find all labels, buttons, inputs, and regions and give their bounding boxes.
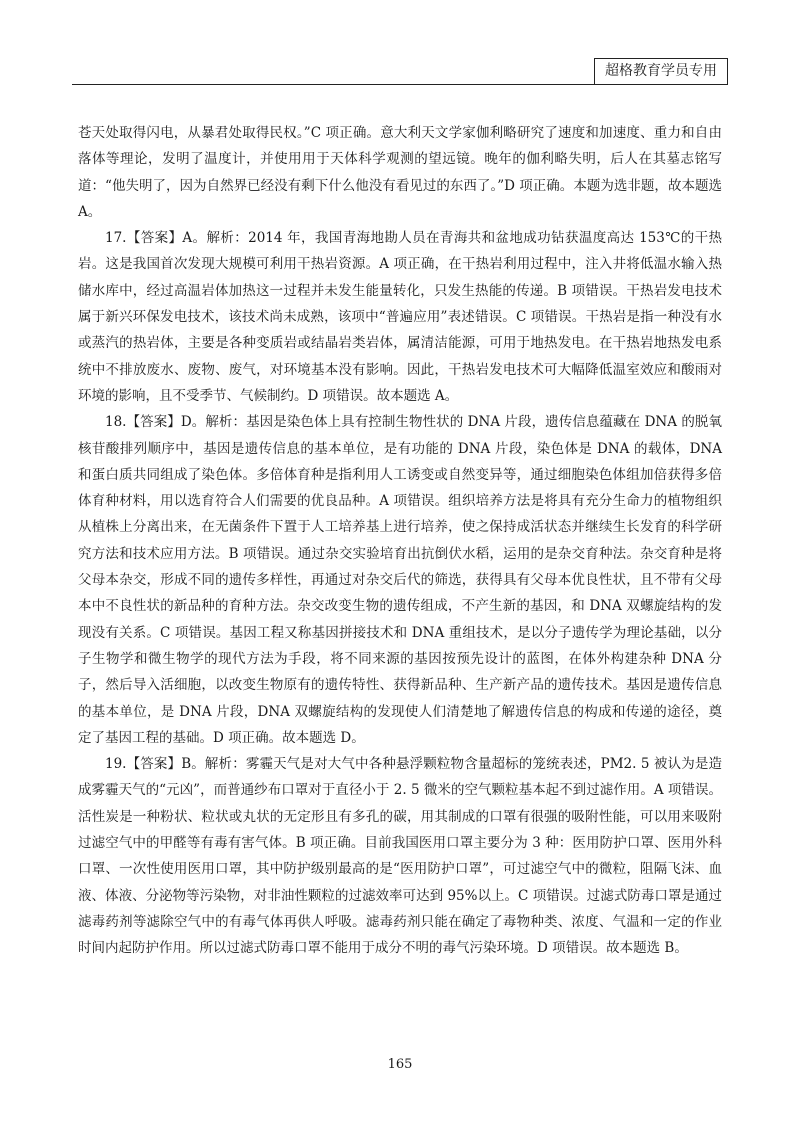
header-badge: 超格教育学员专用 bbox=[594, 58, 728, 85]
paragraph-answer-17: 17.【答案】A。解析：2014 年，我国青海地勘人员在青海共和盆地成功钻获温度高达 153℃的干热岩。这是我国首次发现大规模可利用干热岩资源。A 项正确，在干热岩利用过程中，注入井将低温水输入热储水库中，经过高温岩体加热这一过程并未发生能量转化，只发生热能的传递。B 项错误。干热岩发电技术属于新兴环保发电技术，该技术尚未成熟，该项中“普遍应用”表述错误。C 项错误。干热岩是指一种没有水或蒸汽的热岩体，主要是各种变质岩或结晶岩类岩体，属清洁能源，可用于地热发电。在干热岩地热发电系统中不排放废水、废物、废气，对环境基本没有影响。因此，干热岩发电技术可大幅降低温室效应和酸雨对环境的影响，且不受季节、气候制约。D 项错误。故本题选 A。 bbox=[78, 230, 722, 404]
header-divider bbox=[72, 84, 728, 85]
paragraph-answer-19: 19.【答案】B。解析：雾霾天气是对大气中各种悬浮颗粒物含量超标的笼统表述，PM2. 5 被认为是造成雾霾天气的“元凶”，而普通纱布口罩对于直径小于 2. 5 微米的空气颗粒基本起不到过滤作用。A 项错误。活性炭是一种粉状、粒状或丸状的无定形且有多孔的碳，用其制成的口罩有很强的吸附性能，可以用来吸附过滤空气中的甲醛等有毒有害气体。B 项正确。目前我国医用口罩主要分为 3 种：医用防护口罩、医用外科口罩、一次性使用医用口罩，其中防护级别最高的是“医用防护口罩”，可过滤空气中的微粒，阻隔飞沫、血液、体液、分泌物等污染物，对非油性颗粒的过滤效率可达到 95%以上。C 项错误。过滤式防毒口罩是通过滤毒药剂等滤除空气中的有毒气体再供人呼吸。滤毒药剂只能在确定了毒物种类、浓度、气温和一定的作业时间内起防护作用。所以过滤式防毒口罩不能用于成分不明的毒气污染环境。D 项错误。故本题选 B。 bbox=[78, 756, 722, 957]
answer-explanations bbox=[78, 120, 722, 962]
paragraph-continuation: 苍天处取得闪电，从暴君处取得民权。”C 项正确。意大利天文学家伽利略研究了速度和加速度、重力和自由落体等理论，发明了温度计，并使用用于天体科学观测的望远镜。晚年的伽利略失明，后人在其墓志铭写道：“他失明了，因为自然界已经没有剩下什么他没有看见过的东西了。”D 项正确。本题为选非题，故本题选 A。 bbox=[78, 125, 722, 220]
page-number: 165 bbox=[387, 1057, 413, 1072]
paragraph-answer-18: 18.【答案】D。解析：基因是染色体上具有控制生物性状的 DNA 片段，遗传信息蕴藏在 DNA 的脱氧核苷酸排列顺序中，基因是遗传信息的基本单位，是有功能的 DNA 片段，染色体是 DNA 的载体，DNA 和蛋白质共同组成了染色体。多倍体育种是指利用人工诱变或自然变异等，通过细胞染色体组加倍获得多倍体育种材料，用以选育符合人们需要的优良品种。A 项错误。组织培养方法是将具有充分生命力的植物组织从植株上分离出来，在无菌条件下置于人工培养基上进行培养，使之保持成活状态并继续生长发育的科学研究方法和技术应用方法。B 项错误。通过杂交实验培育出抗倒伏水稻，运用的是杂交育种法。杂交育种是将父母本杂交，形成不同的遗传多样性，再通过对杂交后代的筛选，获得具有父母本优良性状，且不带有父母本中不良性状的新品种的育种方法。杂交改变生物的遗传组成，不产生新的基因，和 DNA 双螺旋结构的发现没有关系。C 项错误。基因工程又称基因拼接技术和 DNA 重组技术，是以分子遗传学为理论基础，以分子生物学和微生物学的现代方法为手段，将不同来源的基因按预先设计的蓝图，在体外构建杂种 DNA 分子，然后导入活细胞，以改变生物原有的遗传特性、获得新品种、生产新产品的遗传技术。基因是遗传信息的基本单位，是 DNA 片段，DNA 双螺旋结构的发现使人们清楚地了解遗传信息的构成和传递的途径，奠定了基因工程的基础。D 项正确。故本题选 D。 bbox=[78, 414, 722, 746]
